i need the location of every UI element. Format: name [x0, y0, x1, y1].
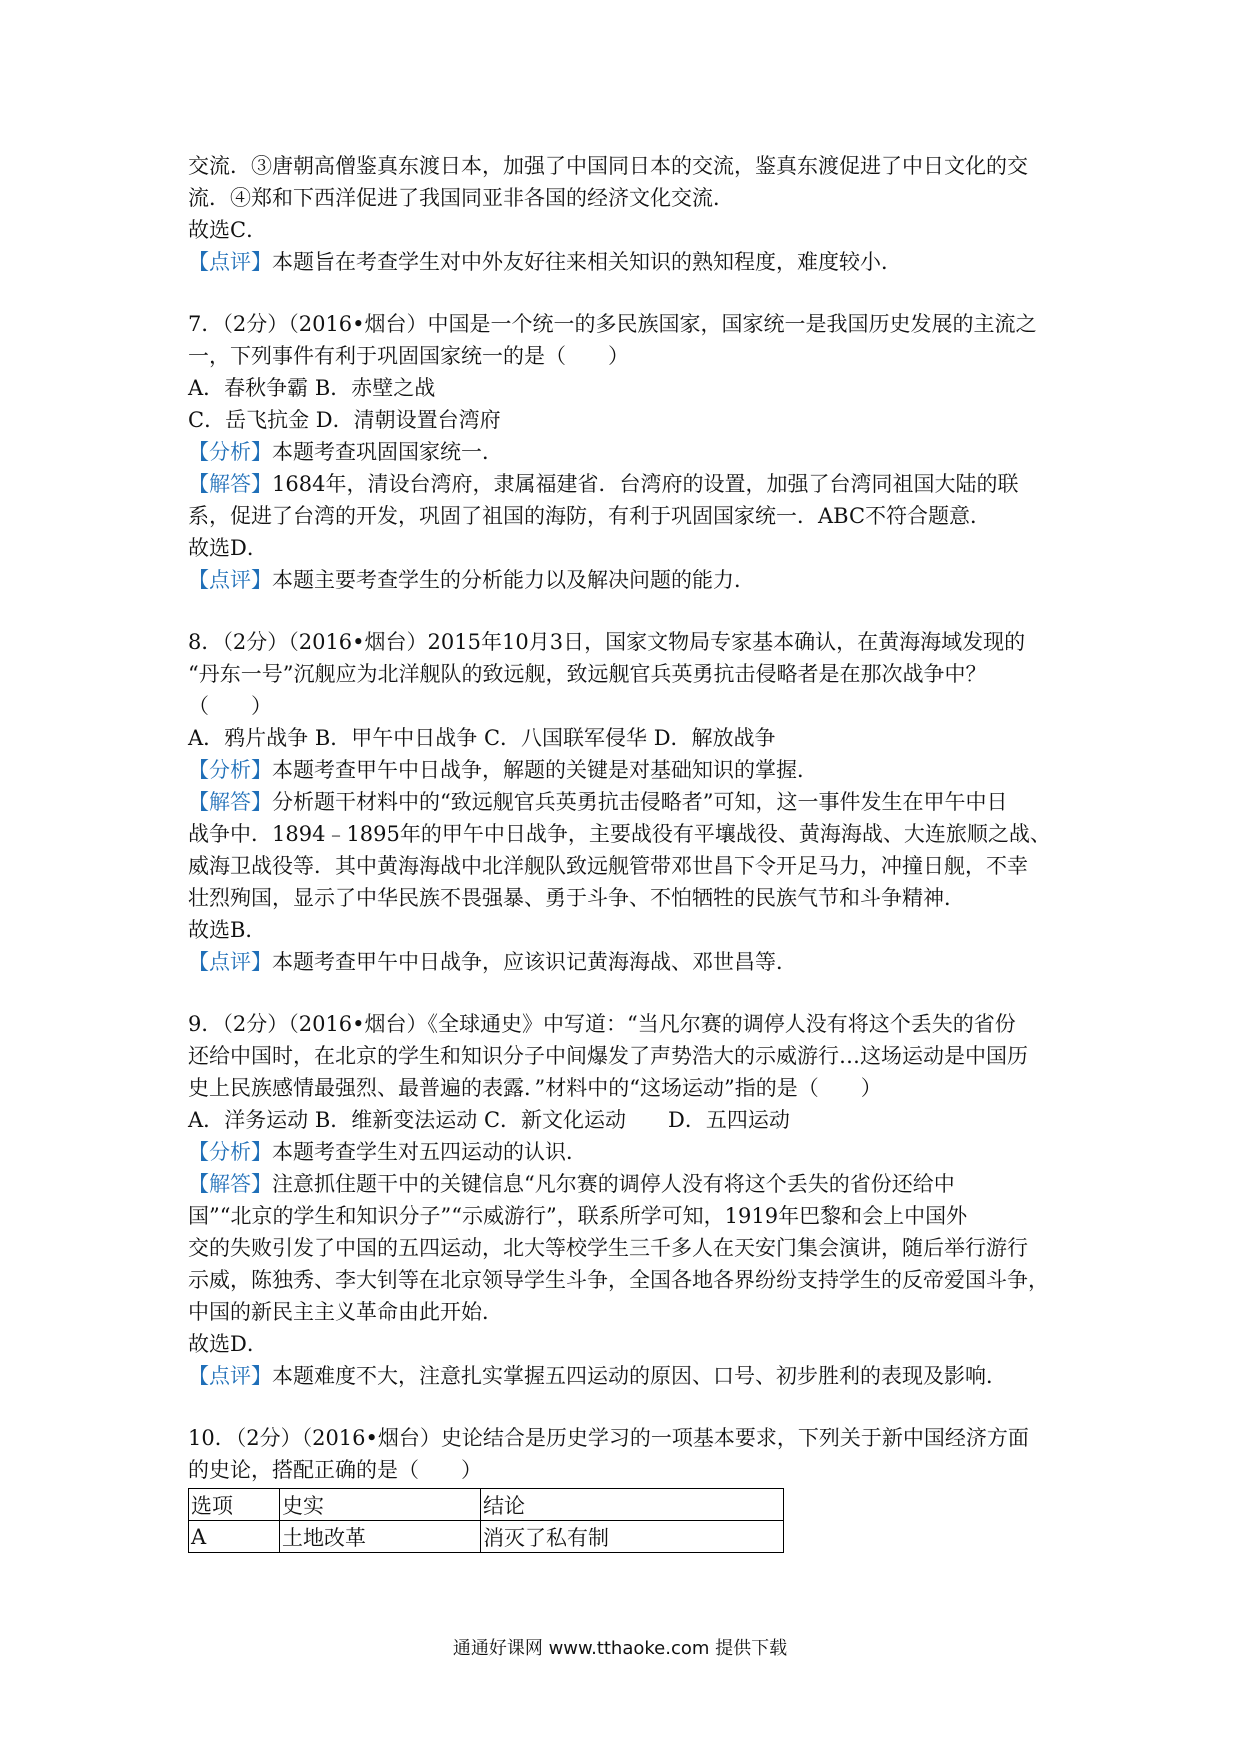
line-text: 中国的新民主主义革命由此开始．	[188, 1300, 503, 1324]
text-line	[188, 1168, 1068, 1200]
line-text: 本题考查甲午中日战争，解题的关键是对基础知识的掌握．	[272, 758, 818, 782]
section-tag: 【解答】	[188, 790, 272, 814]
line-text: 交流．③唐朝高僧鉴真东渡日本，加强了中国同日本的交流，鉴真东渡促进了中日文化的交	[188, 154, 1028, 178]
document-page	[188, 150, 1068, 1553]
line-text: 壮烈殉国，显示了中华民族不畏强暴、勇于斗争、不怕牺牲的民族气节和斗争精神．	[188, 886, 965, 910]
line-text: A．洋务运动 B．维新变法运动 C．新文化运动 D．五四运动	[188, 1108, 790, 1132]
line-text: 故选D．	[188, 536, 268, 560]
text-line	[188, 500, 1068, 532]
text-line	[188, 1264, 1068, 1296]
line-text: 1684年，清设台湾府，隶属福建省．台湾府的设置，加强了台湾同祖国大陆的联	[272, 472, 1019, 496]
section-tag: 【解答】	[188, 1172, 272, 1196]
table-header-cell: 选项	[189, 1489, 280, 1521]
text-line	[188, 1200, 1068, 1232]
section-tag: 【解答】	[188, 472, 272, 496]
text-line	[188, 818, 1068, 850]
line-text: 国”“北京的学生和知识分子”“示威游行”，联系所学可知，1919年巴黎和会上中国外	[188, 1204, 968, 1228]
block-gap	[188, 278, 1068, 308]
table-cell: 消灭了私有制	[481, 1521, 784, 1553]
section-tag: 【分析】	[188, 440, 272, 464]
text-line	[188, 882, 1068, 914]
text-line	[188, 1422, 1068, 1454]
line-text: A．鸦片战争 B．甲午中日战争 C．八国联军侵华 D．解放战争	[188, 726, 776, 750]
text-line	[188, 626, 1068, 658]
text-line	[188, 468, 1068, 500]
line-text: 威海卫战役等．其中黄海海战中北洋舰队致远舰管带邓世昌下令开足马力，冲撞日舰，不幸	[188, 854, 1028, 878]
text-line	[188, 532, 1068, 564]
section-tag: 【点评】	[188, 568, 272, 592]
line-text: 7．（2分）（2016•烟台）中国是一个统一的多民族国家，国家统一是我国历史发展的主流之	[188, 312, 1037, 336]
text-line	[188, 754, 1068, 786]
text-line	[188, 214, 1068, 246]
line-text: 故选D．	[188, 1332, 268, 1356]
text-line	[188, 308, 1068, 340]
text-line	[188, 946, 1068, 978]
table-row	[189, 1521, 784, 1553]
table-cell: 土地改革	[280, 1521, 481, 1553]
text-line	[188, 850, 1068, 882]
section-tag: 【点评】	[188, 1364, 272, 1388]
text-line	[188, 246, 1068, 278]
text-line	[188, 340, 1068, 372]
text-line	[188, 404, 1068, 436]
table-header-cell: 史实	[280, 1489, 481, 1521]
table-header-row	[189, 1489, 784, 1521]
line-text: C．岳飞抗金 D．清朝设置台湾府	[188, 408, 501, 432]
text-line	[188, 1136, 1068, 1168]
line-text: 分析题干材料中的“致远舰官兵英勇抗击侵略者”可知，这一事件发生在甲午中日	[272, 790, 1008, 814]
text-line	[188, 786, 1068, 818]
line-text: 10．（2分）（2016•烟台）史论结合是历史学习的一项基本要求，下列关于新中国经济方面	[188, 1426, 1029, 1450]
text-line	[188, 722, 1068, 754]
line-text: 示威，陈独秀、李大钊等在北京领导学生斗争，全国各地各界纷纷支持学生的反帝爱国斗争，	[188, 1268, 1049, 1292]
document-body	[188, 150, 1068, 1486]
text-line	[188, 1454, 1068, 1486]
line-text: 9．（2分）（2016•烟台）《全球通史》中写道：“当凡尔赛的调停人没有将这个丢失的省份	[188, 1012, 1016, 1036]
line-text: 本题难度不大，注意扎实掌握五四运动的原因、口号、初步胜利的表现及影响．	[272, 1364, 1007, 1388]
line-text: 8．（2分）（2016•烟台）2015年10月3日，国家文物局专家基本确认，在黄海海域发现的	[188, 630, 1026, 654]
section-tag: 【分析】	[188, 758, 272, 782]
section-tag: 【点评】	[188, 950, 272, 974]
page-footer: 通通好课网 www.tthaoke.com 提供下载	[452, 1638, 788, 1659]
line-text: “丹东一号”沉舰应为北洋舰队的致远舰，致远舰官兵英勇抗击侵略者是在那次战争中？	[188, 662, 987, 686]
text-line	[188, 436, 1068, 468]
line-text: 战争中．1894﹣1895年的甲午中日战争，主要战役有平壤战役、黄海海战、大连旅顺之战、	[188, 822, 1051, 846]
line-text: 系，促进了台湾的开发，巩固了祖国的海防，有利于巩固国家统一．ABC不符合题意．	[188, 504, 992, 528]
line-text: 的史论，搭配正确的是（ ）	[188, 1458, 482, 1482]
text-line	[188, 658, 1068, 690]
line-text: 本题旨在考查学生对中外友好往来相关知识的熟知程度，难度较小．	[272, 250, 902, 274]
text-line	[188, 150, 1068, 182]
history-table	[188, 1488, 784, 1553]
line-text: 本题主要考查学生的分析能力以及解决问题的能力．	[272, 568, 755, 592]
line-text: （ ）	[188, 694, 272, 718]
block-gap	[188, 596, 1068, 626]
text-line	[188, 690, 1068, 722]
line-text: 本题考查巩固国家统一．	[272, 440, 503, 464]
block-gap	[188, 978, 1068, 1008]
text-line	[188, 1328, 1068, 1360]
text-line	[188, 914, 1068, 946]
text-line	[188, 1040, 1068, 1072]
line-text: 流．④郑和下西洋促进了我国同亚非各国的经济文化交流．	[188, 186, 734, 210]
line-text: 故选B．	[188, 918, 267, 942]
line-text: 一，下列事件有利于巩固国家统一的是（ ）	[188, 344, 629, 368]
text-line	[188, 1008, 1068, 1040]
line-text: 还给中国时，在北京的学生和知识分子中间爆发了声势浩大的示威游行…这场运动是中国历	[188, 1044, 1028, 1068]
line-text: 注意抓住题干中的关键信息“凡尔赛的调停人没有将这个丢失的省份还给中	[272, 1172, 955, 1196]
line-text: 本题考查学生对五四运动的认识．	[272, 1140, 587, 1164]
text-line	[188, 372, 1068, 404]
table-header-cell: 结论	[481, 1489, 784, 1521]
text-line	[188, 182, 1068, 214]
section-tag: 【点评】	[188, 250, 272, 274]
block-gap	[188, 1392, 1068, 1422]
line-text: 故选C．	[188, 218, 268, 242]
text-line	[188, 1296, 1068, 1328]
line-text: A．春秋争霸 B．赤壁之战	[188, 376, 436, 400]
text-line	[188, 1072, 1068, 1104]
line-text: 本题考查甲午中日战争，应该识记黄海海战、邓世昌等．	[272, 950, 797, 974]
text-line	[188, 1232, 1068, 1264]
line-text: 交的失败引发了中国的五四运动，北大等校学生三千多人在天安门集会演讲，随后举行游行	[188, 1236, 1028, 1260]
section-tag: 【分析】	[188, 1140, 272, 1164]
text-line	[188, 1104, 1068, 1136]
table-cell: A	[189, 1521, 280, 1553]
line-text: 史上民族感情最强烈、最普遍的表露．”材料中的“这场运动”指的是（ ）	[188, 1076, 882, 1100]
text-line	[188, 564, 1068, 596]
text-line	[188, 1360, 1068, 1392]
